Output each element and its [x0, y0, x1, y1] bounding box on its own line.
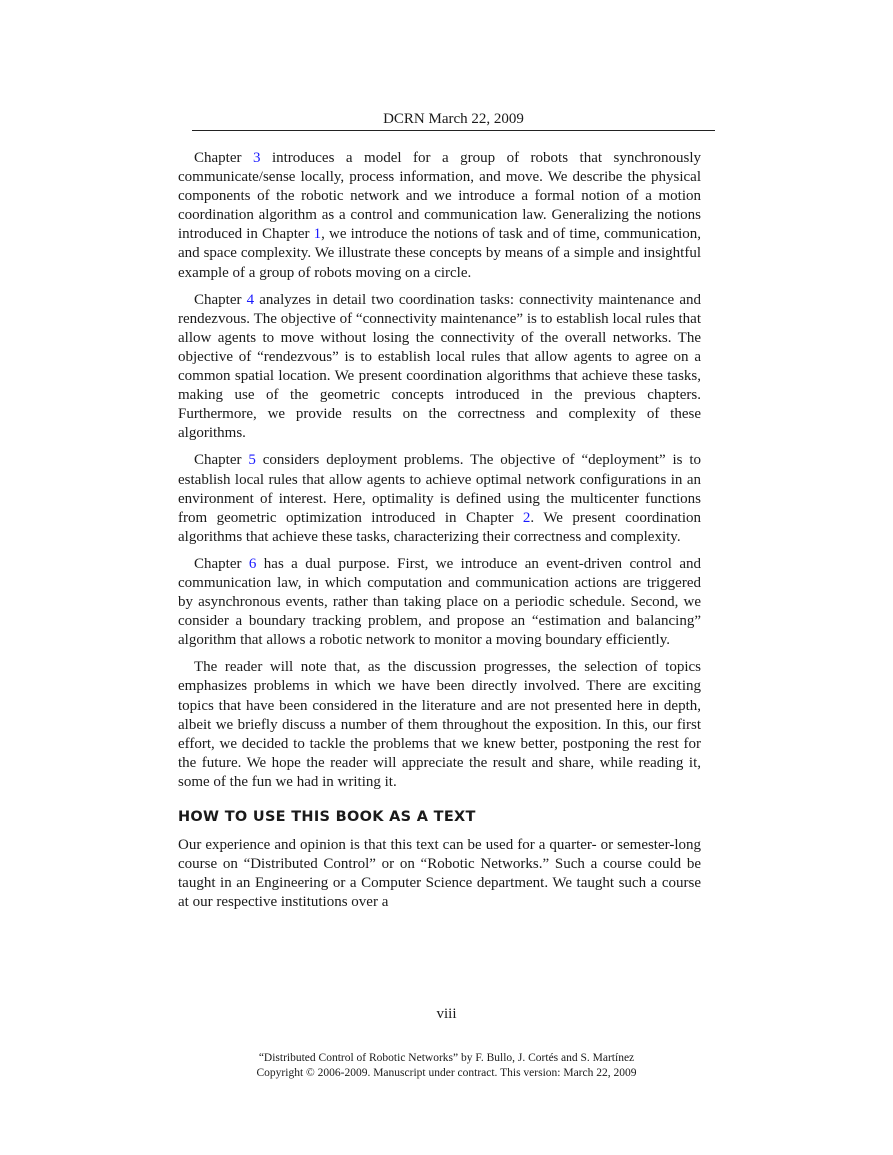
chapter-link-2[interactable]: 2 [522, 509, 531, 526]
text-span: introduces a model for a group of robots that synchronously communicate/sense locally, process information, and move. We describe the physical components of the robotic network and we introduce a formal notion of a motion coordination algorithm as a control and communication law. Generalizing the notions introduced in Chapter [178, 150, 702, 243]
text-span: has a dual purpose. First, we introduce an event-driven control and communication law, in which computation and communication actions are triggered by asynchronous events, rather than taking place on a periodic schedule. Second, we consider a boundary tracking problem, and propose an “estimation and balancing” algorithm that allows a robotic network to monitor a moving boundary efficiently. [178, 555, 702, 649]
text-span: Chapter [194, 555, 249, 572]
text-span: Our experience and opinion is that this text can be used for a quarter- or semester-long course on “Distributed Control” or on “Robotic Networks.” Such a course could be taught in an Engineering or a Computer Science department. We taught such a course at our respective institutions over a [178, 837, 701, 911]
footer-line-2: Copyright © 2006-2009. Manuscript under contract. This version: March 22, 2009 [256, 1067, 637, 1079]
running-header-text: DCRN March 22, 2009 [383, 111, 524, 127]
text-span: considers deployment problems. The objective of “deployment” is to establish local rules that allow agents to achieve optimal network configurations in an environment of interest. Here, optimality is defined using the multicenter functions from geometric optimization introduced in Chapter [178, 452, 702, 526]
text-span: analyzes in detail two coordination tasks: connectivity maintenance and rendezvous. The objective of “connectivity maintenance” is to establish local rules that allow agents to move without losing the connectivity of the overall networks. The objective of “rendezvous” is to establish local rules that allow agents to agree on a common spatial location. We present coordination algorithms that achieve these tasks, making use of the geometric concepts introduced in the previous chapters. Furthermore, we provide results on the correctness and complexity of these algorithms. [178, 291, 701, 442]
paragraph-chapter-3 [178, 149, 701, 283]
paragraph-chapter-4 [178, 291, 701, 444]
paragraph-chapter-5 [178, 451, 701, 546]
text-span: Chapter [194, 452, 249, 469]
chapter-link-4[interactable]: 4 [246, 291, 255, 308]
chapter-link-1[interactable]: 1 [313, 226, 322, 243]
chapter-link-6[interactable]: 6 [248, 555, 257, 572]
paragraph-chapter-6 [178, 555, 701, 650]
text-span: Chapter [194, 291, 247, 308]
text-span: . We present coordination algorithms that achieve these tasks, characterizing their correctness and complexity. [178, 509, 701, 545]
running-header [192, 110, 715, 131]
text-span: Chapter [194, 150, 253, 166]
main-text [178, 149, 701, 920]
section-heading: HOW TO USE THIS BOOK AS A TEXT [178, 809, 476, 825]
page-number: viii [436, 1006, 457, 1022]
footer-line-1: “Distributed Control of Robotic Networks” by F. Bullo, J. Cortés and S. Martínez [258, 1052, 635, 1064]
chapter-link-5[interactable]: 5 [248, 452, 256, 469]
paragraph-reader-note [178, 658, 701, 792]
text-span: The reader will note that, as the discussion progresses, the selection of topics emphasizes problems in which we have been directly involved. There are exciting topics that have been considered in the literature and are not presented here in depth, albeit we briefly discuss a number of them throughout the exposition. In this, our first effort, we decided to tackle the problems that we knew better, postponing the rest for the future. We hope the reader will appreciate the result and share, while reading it, some of the fun we had in writing it. [178, 659, 701, 790]
text-span: , we introduce the notions of task and of time, communication, and space complexity. We illustrate these concepts by means of a simple and insightful example of a group of robots moving on a circle. [178, 226, 701, 281]
copyright-footer [0, 1051, 893, 1081]
chapter-link-3[interactable]: 3 [252, 150, 261, 166]
paragraph-usage [178, 836, 701, 912]
